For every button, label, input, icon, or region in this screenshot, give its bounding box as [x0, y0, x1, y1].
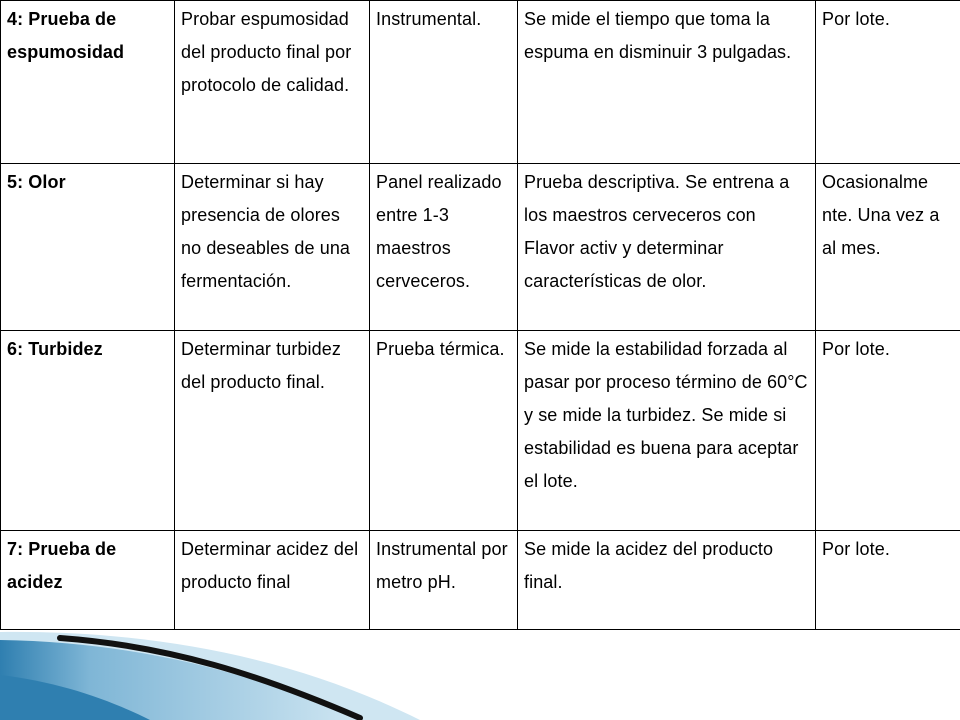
swoosh-fill	[0, 640, 360, 720]
method-cell: Instrumental.	[370, 1, 518, 164]
description-cell: Se mide la estabilidad forzada al pasar por proceso término de 60°C y se mide la turbidez. Se mide si estabilidad es buena para aceptar el lote.	[518, 331, 816, 531]
objective-cell: Determinar turbidez del producto final.	[175, 331, 370, 531]
description-cell: Se mide el tiempo que toma la espuma en disminuir 3 pulgadas.	[518, 1, 816, 164]
test-name-cell: 4: Prueba de espumosidad	[1, 1, 175, 164]
method-cell: Panel realizado entre 1-3 maestros cerveceros.	[370, 164, 518, 331]
test-name-cell: 5: Olor	[1, 164, 175, 331]
frequency-cell: Por lote.	[816, 531, 960, 630]
description-cell: Se mide la acidez del producto final.	[518, 531, 816, 630]
swoosh-shade	[0, 675, 150, 720]
objective-cell: Probar espumosidad del producto final por protocolo de calidad.	[175, 1, 370, 164]
table-row	[1, 1, 960, 164]
swoosh-line	[60, 638, 360, 718]
description-cell: Prueba descriptiva. Se entrena a los maestros cerveceros con Flavor activ y determinar características de olor.	[518, 164, 816, 331]
objective-cell: Determinar si hay presencia de olores no deseables de una fermentación.	[175, 164, 370, 331]
table-row	[1, 531, 960, 630]
test-name-cell: 6: Turbidez	[1, 331, 175, 531]
frequency-cell: Ocasionalme nte. Una vez a al mes.	[816, 164, 960, 331]
objective-cell: Determinar acidez del producto final	[175, 531, 370, 630]
frequency-cell: Por lote.	[816, 331, 960, 531]
swoosh-light-band	[0, 632, 420, 720]
frequency-cell: Por lote.	[816, 1, 960, 164]
table-row	[1, 164, 960, 331]
test-name-cell: 7: Prueba de acidez	[1, 531, 175, 630]
table-row	[1, 331, 960, 531]
method-cell: Prueba térmica.	[370, 331, 518, 531]
method-cell: Instrumental por metro pH.	[370, 531, 518, 630]
decorative-swoosh	[0, 620, 960, 720]
